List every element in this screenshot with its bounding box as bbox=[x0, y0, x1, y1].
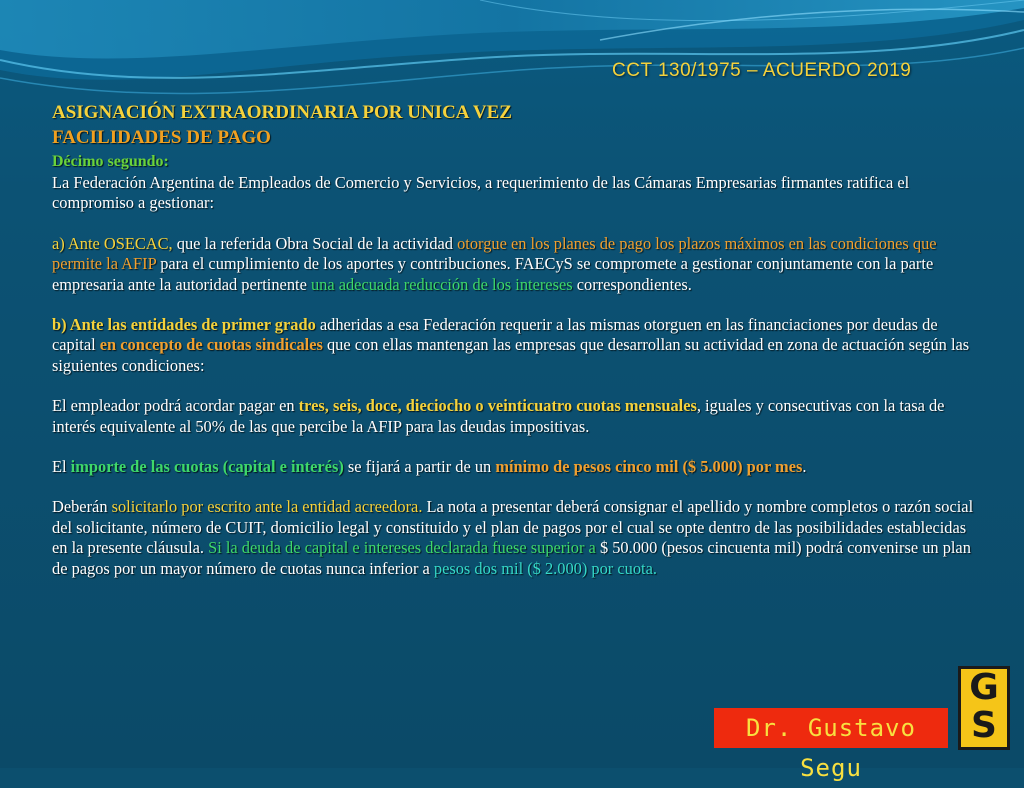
author-signature: Dr. Gustavo Segu bbox=[714, 708, 948, 748]
paragraph-e-highlight-2: Si la deuda de capital e intereses declarada fuese superior a bbox=[208, 538, 596, 558]
logo-letter-s: S bbox=[971, 705, 997, 746]
paragraph-c-highlight-1: tres, seis, doce, dieciocho o veinticuatro cuotas mensuales bbox=[298, 396, 697, 416]
paragraph-d-highlight-1: importe de las cuotas (capital e interés) bbox=[70, 457, 344, 477]
paragraph-a-text-1: que la referida Obra Social de la actividad bbox=[172, 233, 458, 253]
paragraph-b bbox=[52, 315, 982, 376]
paragraph-a-text-2: para el cumplimiento de los aportes y contribuciones. FAECyS se compromete a gestionar conjuntamente con la parte empresaria ante la autoridad pertinente bbox=[52, 254, 934, 294]
paragraph-e-highlight-1: solicitarlo por escrito ante la entidad acreedora. bbox=[111, 497, 423, 517]
paragraph-b-text-1: adheridas a esa Federación requerir a las mismas otorguen en las financiaciones por deudas de capital bbox=[52, 315, 938, 355]
paragraph-d-text-3: . bbox=[802, 457, 807, 477]
paragraph-b-highlight-1: en concepto de cuotas sindicales bbox=[99, 335, 323, 355]
paragraph-a-text-3: correspondientes. bbox=[572, 274, 692, 294]
paragraph-e-text-1: Deberán bbox=[52, 497, 112, 517]
paragraph-c bbox=[52, 396, 982, 437]
paragraph-d-highlight-2: mínimo de pesos cinco mil ($ 5.000) por mes bbox=[495, 457, 803, 477]
paragraph-a bbox=[52, 234, 982, 295]
intro-paragraph: La Federación Argentina de Empleados de Comercio y Servicios, a requerimiento de las Cámaras Empresarias firmantes ratifica el compromiso a gestionar: bbox=[52, 173, 910, 213]
paragraph-e-text-3: $ 50.000 (pesos cincuenta mil) podrá convenirse un plan de pagos por un mayor número de cuotas nunca inferior a bbox=[52, 538, 971, 578]
paragraph-e bbox=[52, 497, 982, 579]
heading-facilidades: FACILIDADES DE PAGO bbox=[52, 127, 271, 148]
paragraph-b-label: b) Ante las entidades de primer grado bbox=[52, 315, 316, 335]
gs-logo bbox=[958, 666, 1010, 750]
paragraph-d bbox=[52, 457, 982, 477]
presentation-title: CCT 130/1975 – ACUERDO 2019 bbox=[612, 60, 912, 81]
paragraph-a-highlight-1: otorgue en los planes de pago los plazos máximos en las condiciones que permite la AFIP bbox=[52, 233, 937, 274]
paragraph-e-highlight-3: pesos dos mil ($ 2.000) por cuota. bbox=[433, 558, 657, 578]
heading-asignacion: ASIGNACIÓN EXTRAORDINARIA POR UNICA VEZ bbox=[52, 102, 512, 123]
paragraph-d-text-2: se fijará a partir de un bbox=[343, 457, 496, 477]
paragraph-c-text-1: El empleador podrá acordar pagar en bbox=[52, 396, 299, 416]
paragraph-d-text-1: El bbox=[52, 457, 71, 477]
paragraph-b-text-2: que con ellas mantengan las empresas que desarrollan su actividad en zona de actuación según las siguientes condiciones: bbox=[52, 335, 970, 375]
logo-letter-g: G bbox=[969, 667, 999, 708]
paragraph-e-text-2: La nota a presentar deberá consignar el apellido y nombre completos o razón social del solicitante, número de CUIT, domicilio legal y constituido y el plan de pagos por el cual se opte dentro de las posibilidades establecidas en la presente cláusula. bbox=[52, 497, 974, 558]
paragraph-a-highlight-2: una adecuada reducción de los intereses bbox=[310, 274, 573, 294]
paragraph-c-text-2: , iguales y consecutivas con la tasa de interés equivalente al 50% de las que percibe la AFIP para las deudas impositivas. bbox=[52, 396, 945, 436]
paragraph-a-label: a) Ante OSECAC, bbox=[52, 233, 173, 253]
slide-content bbox=[52, 100, 982, 579]
heading-decimo-segundo: Décimo segundo: bbox=[52, 153, 169, 170]
